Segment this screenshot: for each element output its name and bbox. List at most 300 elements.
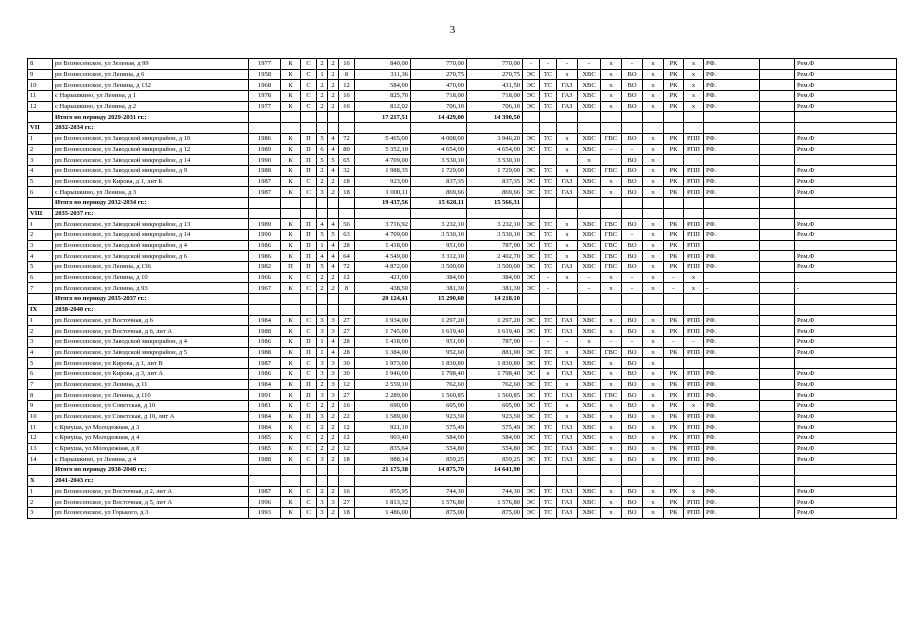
table-cell: ХВС: [578, 326, 601, 337]
table-cell: рп Вознесенское, ул Восточная, д 5, лит А: [53, 497, 249, 508]
table-cell: ТС: [540, 262, 557, 273]
table-cell: [760, 59, 795, 70]
table-cell: ХВС: [578, 507, 601, 518]
table-cell: 1 000,11: [355, 187, 411, 198]
table-cell: 4: [328, 219, 339, 230]
table-cell: [540, 155, 557, 166]
table-cell: [795, 475, 897, 486]
table-cell: РК: [664, 176, 684, 187]
table-cell: х: [643, 155, 664, 166]
table-cell: РПП: [684, 144, 704, 155]
table-row: [28, 401, 897, 412]
table-cell: РФ.: [704, 219, 760, 230]
table-cell: К: [281, 240, 301, 251]
table-cell: 1 297,20: [467, 315, 523, 326]
table-cell: [557, 465, 578, 476]
table-row: [28, 240, 897, 251]
table-row: [28, 507, 897, 518]
table-cell: -: [601, 144, 622, 155]
table-cell: РК: [664, 59, 684, 70]
table-cell: [622, 208, 643, 219]
table-cell: 575,49: [467, 422, 523, 433]
table-cell: ЭС: [523, 326, 540, 337]
table-cell: 2: [317, 176, 328, 187]
table-cell: 988,14: [355, 454, 411, 465]
table-cell: 3: [328, 497, 339, 508]
table-cell: 3: [328, 358, 339, 369]
table-cell: ХВС: [578, 101, 601, 112]
table-cell: х: [601, 315, 622, 326]
table-cell: 1: [317, 336, 328, 347]
table-cell: х: [643, 326, 664, 337]
table-cell: П: [301, 133, 317, 144]
table-cell: [760, 197, 795, 208]
table-cell: 1988: [249, 326, 281, 337]
table-cell: 875,00: [467, 507, 523, 518]
table-cell: [704, 155, 760, 166]
table-cell: 1986: [249, 240, 281, 251]
table-cell: [317, 465, 328, 476]
table-cell: х: [557, 240, 578, 251]
table-cell: 1986: [249, 336, 281, 347]
table-cell: [523, 304, 540, 315]
table-cell: РК: [664, 443, 684, 454]
table-cell: 4 709,00: [355, 155, 411, 166]
table-cell: х: [643, 497, 664, 508]
table-cell: ГАЗ: [557, 326, 578, 337]
table-cell: 2032-2034 гг.:: [53, 123, 249, 134]
table-cell: ХВС: [578, 411, 601, 422]
table-cell: РК: [664, 486, 684, 497]
table-cell: 4 549,00: [355, 251, 411, 262]
table-cell: РК: [664, 315, 684, 326]
table-cell: 21 175,38: [355, 465, 411, 476]
table-cell: 3 232,10: [467, 219, 523, 230]
table-cell: [622, 112, 643, 123]
table-cell: ВО: [622, 358, 643, 369]
table-cell: 18: [339, 454, 355, 465]
table-cell: [411, 208, 467, 219]
table-cell: рп Вознесенское, ул Заводской микрорайон, д 4: [53, 336, 249, 347]
table-cell: ВО: [622, 91, 643, 102]
table-cell: [578, 123, 601, 134]
table-cell: [249, 123, 281, 134]
table-cell: [760, 69, 795, 80]
table-cell: [281, 465, 301, 476]
table-cell: 381,30: [467, 283, 523, 294]
table-cell: 5 352,10: [355, 144, 411, 155]
table-cell: ТС: [540, 240, 557, 251]
table-cell: П: [301, 219, 317, 230]
table-cell: 3: [317, 390, 328, 401]
table-cell: рп Вознесенское, ул Ленина, д 136: [53, 262, 249, 273]
table-cell: 3 500,00: [467, 262, 523, 273]
table-cell: П: [281, 262, 301, 273]
table-cell: 2: [28, 326, 53, 337]
table-cell: РПП: [684, 262, 704, 273]
table-cell: ГАЗ: [557, 91, 578, 102]
table-cell: х: [643, 59, 664, 70]
table-cell: [523, 208, 540, 219]
table-cell: 2035-2037 гг.:: [53, 208, 249, 219]
table-cell: х: [578, 336, 601, 347]
table-cell: П: [301, 390, 317, 401]
table-cell: х: [601, 433, 622, 444]
period-total-row: [28, 294, 897, 305]
table-cell: х: [540, 368, 557, 379]
table-cell: рп Вознесенское, ул Ленина, д 110: [53, 390, 249, 401]
table-cell: 1 798,40: [411, 368, 467, 379]
table-cell: К: [281, 443, 301, 454]
table-cell: РФ.: [704, 454, 760, 465]
table-cell: РПП: [684, 165, 704, 176]
period-section-row: [28, 123, 897, 134]
table-cell: [281, 475, 301, 486]
table-cell: [328, 465, 339, 476]
table-cell: РК: [664, 219, 684, 230]
table-cell: [622, 304, 643, 315]
table-cell: ТС: [540, 315, 557, 326]
table-cell: [704, 112, 760, 123]
table-cell: 1996: [249, 497, 281, 508]
table-cell: ВО: [622, 315, 643, 326]
table-cell: РК: [664, 91, 684, 102]
table-row: [28, 486, 897, 497]
table-cell: К: [281, 155, 301, 166]
table-cell: рп Вознесенское, ул Заводской микрорайон, д 5: [53, 347, 249, 358]
table-cell: [557, 112, 578, 123]
table-cell: -: [622, 230, 643, 241]
table-cell: К: [281, 69, 301, 80]
table-row: [28, 390, 897, 401]
table-cell: РПП: [684, 422, 704, 433]
table-cell: РК: [664, 230, 684, 241]
table-cell: П: [301, 336, 317, 347]
table-cell: РПП: [684, 219, 704, 230]
table-cell: х: [557, 379, 578, 390]
table-cell: 9: [28, 69, 53, 80]
table-cell: 10: [28, 80, 53, 91]
table-cell: РФ.: [704, 347, 760, 358]
table-cell: [601, 304, 622, 315]
table-cell: 1 589,00: [355, 411, 411, 422]
table-cell: 1986: [249, 368, 281, 379]
table-cell: РК: [664, 144, 684, 155]
table-cell: Рем.Ф: [795, 379, 897, 390]
table-cell: 3: [317, 368, 328, 379]
table-cell: [760, 315, 795, 326]
table-cell: х: [601, 91, 622, 102]
table-cell: Рем.Ф: [795, 59, 897, 70]
table-cell: [643, 304, 664, 315]
table-cell: 15 566,31: [467, 197, 523, 208]
table-cell: ЭС: [523, 368, 540, 379]
table-cell: 1993: [249, 507, 281, 518]
table-cell: [249, 197, 281, 208]
table-cell: ТС: [540, 422, 557, 433]
table-cell: х: [601, 101, 622, 112]
table-cell: 4: [28, 165, 53, 176]
table-cell: 1 729,00: [411, 165, 467, 176]
table-cell: рп Вознесенское, ул Кирова, д 1, лит Б: [53, 176, 249, 187]
table-cell: [684, 112, 704, 123]
table-cell: [704, 358, 760, 369]
table-cell: ГАЗ: [557, 390, 578, 401]
table-cell: 1 813,32: [355, 497, 411, 508]
table-cell: ХВС: [578, 486, 601, 497]
table-cell: 1 619,40: [411, 326, 467, 337]
table-cell: 15 628,11: [411, 197, 467, 208]
table-cell: х: [643, 283, 664, 294]
table-cell: 1 418,00: [355, 240, 411, 251]
table-cell: 869,66: [411, 187, 467, 198]
table-row: [28, 80, 897, 91]
table-cell: 835,64: [355, 443, 411, 454]
table-cell: ГАЗ: [557, 187, 578, 198]
table-cell: [795, 112, 897, 123]
table-cell: рп Вознесенское, ул Заводской микрорайон, д 9: [53, 165, 249, 176]
table-cell: [557, 197, 578, 208]
table-cell: 2: [328, 283, 339, 294]
table-cell: К: [281, 187, 301, 198]
table-cell: РК: [664, 347, 684, 358]
table-cell: 16: [339, 91, 355, 102]
table-cell: РК: [664, 251, 684, 262]
table-cell: 80: [339, 144, 355, 155]
table-cell: 706,10: [411, 101, 467, 112]
table-cell: ВО: [622, 486, 643, 497]
table-cell: 1 830,80: [411, 358, 467, 369]
table-cell: ТС: [540, 358, 557, 369]
table-cell: 1977: [249, 101, 281, 112]
table-cell: ТС: [540, 379, 557, 390]
table-cell: ХВС: [578, 497, 601, 508]
table-cell: х: [557, 347, 578, 358]
table-cell: ЭС: [523, 401, 540, 412]
table-cell: ЭС: [523, 315, 540, 326]
table-cell: РФ.: [704, 187, 760, 198]
table-cell: 1977: [249, 59, 281, 70]
table-cell: ХВС: [578, 187, 601, 198]
table-row: [28, 283, 897, 294]
table-cell: [760, 304, 795, 315]
table-row: [28, 262, 897, 273]
table-cell: РПП: [684, 251, 704, 262]
table-cell: 6: [317, 144, 328, 155]
table-cell: 13: [28, 443, 53, 454]
table-cell: 1968: [249, 80, 281, 91]
table-cell: 4: [28, 347, 53, 358]
table-cell: [760, 401, 795, 412]
table-cell: х: [643, 262, 664, 273]
table-cell: РПП: [684, 368, 704, 379]
table-cell: х: [643, 165, 664, 176]
table-cell: [523, 294, 540, 305]
table-cell: [795, 197, 897, 208]
table-cell: С: [301, 326, 317, 337]
table-cell: 2: [317, 401, 328, 412]
table-cell: ТС: [540, 507, 557, 518]
table-cell: 605,90: [411, 401, 467, 412]
table-cell: [704, 272, 760, 283]
table-cell: С: [301, 497, 317, 508]
table-cell: РФ.: [704, 433, 760, 444]
table-cell: [760, 390, 795, 401]
table-cell: х: [601, 368, 622, 379]
table-cell: [760, 283, 795, 294]
table-cell: К: [281, 486, 301, 497]
table-cell: -: [664, 272, 684, 283]
table-cell: 7: [28, 379, 53, 390]
table-cell: 64: [339, 251, 355, 262]
table-cell: [540, 197, 557, 208]
period-section-row: [28, 208, 897, 219]
table-cell: [557, 283, 578, 294]
table-cell: [355, 304, 411, 315]
table-cell: [328, 304, 339, 315]
table-cell: Рем.Ф: [795, 230, 897, 241]
table-cell: 4: [317, 251, 328, 262]
table-cell: [795, 304, 897, 315]
table-cell: с Нарышкино, ул Ленина, д 2: [53, 101, 249, 112]
table-cell: 3 312,10: [411, 251, 467, 262]
table-cell: ТС: [540, 411, 557, 422]
table-cell: 18: [339, 187, 355, 198]
table-cell: 19 437,56: [355, 197, 411, 208]
table-cell: 744,30: [411, 486, 467, 497]
table-cell: -: [540, 59, 557, 70]
table-cell: 6: [28, 187, 53, 198]
table-cell: 3 500,00: [411, 262, 467, 273]
table-cell: 875,00: [411, 507, 467, 518]
table-cell: [540, 465, 557, 476]
table-cell: х: [601, 422, 622, 433]
table-cell: РФ.: [704, 69, 760, 80]
table-cell: [467, 123, 523, 134]
table-cell: 28: [339, 336, 355, 347]
table-cell: 921,10: [355, 422, 411, 433]
table-cell: [557, 475, 578, 486]
table-row: [28, 91, 897, 102]
table-cell: [328, 112, 339, 123]
table-cell: [664, 208, 684, 219]
table-cell: 12: [28, 101, 53, 112]
table-cell: 1989: [249, 144, 281, 155]
table-cell: 837,35: [467, 176, 523, 187]
table-cell: РФ.: [704, 411, 760, 422]
table-cell: 2: [328, 411, 339, 422]
table-cell: 1 560,85: [411, 390, 467, 401]
table-cell: ГАЗ: [557, 454, 578, 465]
table-cell: 1 297,20: [411, 315, 467, 326]
table-cell: -: [578, 272, 601, 283]
table-row: [28, 368, 897, 379]
table-cell: [540, 112, 557, 123]
table-row: [28, 219, 897, 230]
table-cell: ЭС: [523, 165, 540, 176]
table-cell: ХВС: [578, 390, 601, 401]
table-cell: ГВС: [601, 219, 622, 230]
table-cell: 3 530,10: [411, 230, 467, 241]
table-cell: 5: [317, 133, 328, 144]
table-cell: 3: [328, 315, 339, 326]
table-cell: С: [301, 69, 317, 80]
table-row: [28, 315, 897, 326]
table-cell: [578, 475, 601, 486]
table-cell: РК: [664, 368, 684, 379]
table-cell: ХВС: [578, 422, 601, 433]
table-cell: П: [301, 240, 317, 251]
table-cell: К: [281, 411, 301, 422]
table-cell: 18: [339, 507, 355, 518]
table-cell: 8: [339, 283, 355, 294]
table-cell: [557, 294, 578, 305]
table-cell: [301, 304, 317, 315]
table-cell: ВО: [622, 401, 643, 412]
table-cell: 951,00: [411, 240, 467, 251]
table-cell: 14: [28, 454, 53, 465]
table-cell: РПП: [684, 390, 704, 401]
table-cell: с Криуша, ул Молодежная, д 4: [53, 433, 249, 444]
table-cell: [328, 123, 339, 134]
table-cell: 27: [339, 390, 355, 401]
table-cell: [281, 112, 301, 123]
table-cell: 770,00: [411, 59, 467, 70]
table-cell: х: [684, 283, 704, 294]
table-cell: ВО: [622, 507, 643, 518]
table-cell: 421,00: [355, 272, 411, 283]
table-cell: К: [281, 101, 301, 112]
table-cell: 14 429,00: [411, 112, 467, 123]
table-cell: 859,25: [411, 454, 467, 465]
table-cell: С: [301, 368, 317, 379]
table-cell: 706,10: [467, 101, 523, 112]
table-cell: [601, 123, 622, 134]
table-cell: 1 798,40: [467, 368, 523, 379]
table-cell: [760, 379, 795, 390]
table-row: [28, 165, 897, 176]
table-cell: [760, 272, 795, 283]
table-cell: РПП: [684, 454, 704, 465]
table-cell: С: [301, 59, 317, 70]
table-cell: ТС: [540, 326, 557, 337]
table-cell: [684, 208, 704, 219]
table-cell: 2: [317, 433, 328, 444]
table-cell: РФ.: [704, 486, 760, 497]
table-cell: РФ.: [704, 176, 760, 187]
table-cell: РК: [664, 411, 684, 422]
table-cell: К: [281, 422, 301, 433]
table-cell: РФ.: [704, 165, 760, 176]
table-cell: [760, 454, 795, 465]
table-cell: РФ.: [704, 262, 760, 273]
table-cell: х: [643, 422, 664, 433]
period-section-row: [28, 304, 897, 315]
table-cell: [28, 465, 53, 476]
table-cell: 4: [28, 251, 53, 262]
table-cell: с Криуша, ул Молодежная, д 3: [53, 422, 249, 433]
table-cell: РФ.: [704, 390, 760, 401]
table-cell: 5: [317, 230, 328, 241]
table-cell: Рем.Ф: [795, 401, 897, 412]
table-cell: [760, 144, 795, 155]
table-cell: 311,36: [355, 69, 411, 80]
table-cell: 1982: [249, 262, 281, 273]
table-cell: ГАЗ: [557, 101, 578, 112]
table-cell: 3: [28, 240, 53, 251]
table-cell: Рем.Ф: [795, 507, 897, 518]
table-cell: ГАЗ: [557, 486, 578, 497]
